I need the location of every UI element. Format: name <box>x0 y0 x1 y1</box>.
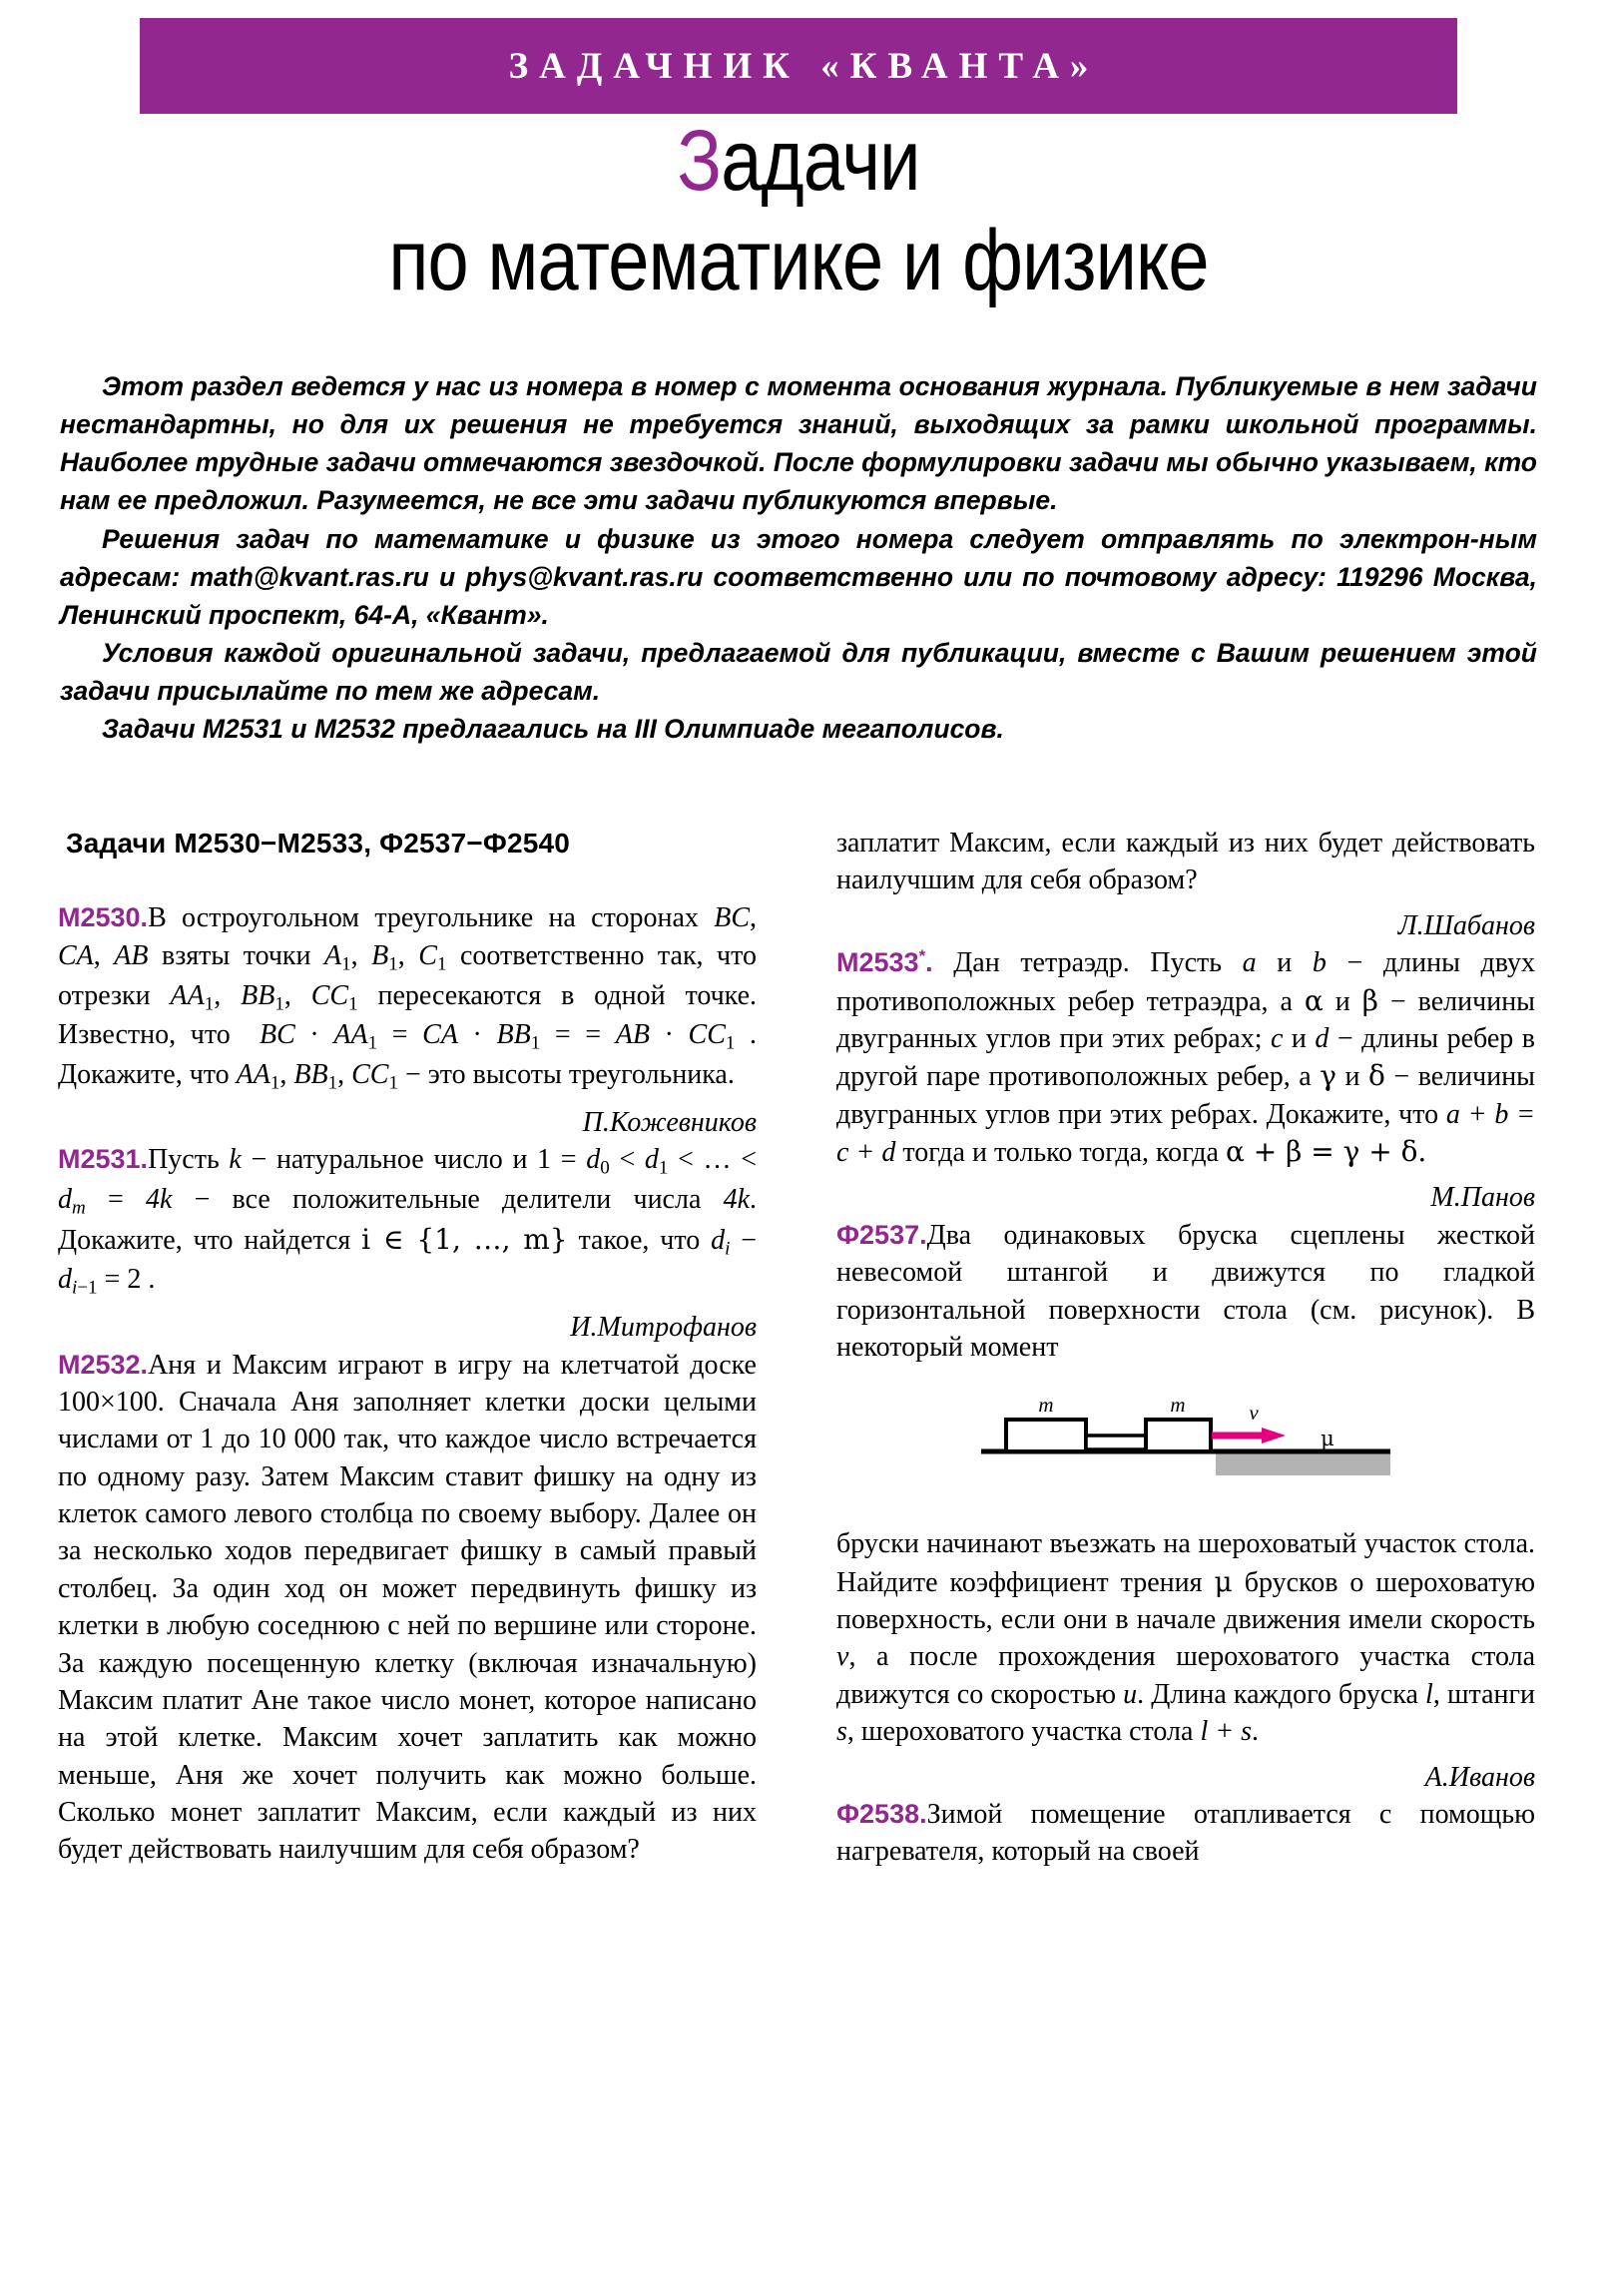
m2531-var-k: k <box>229 1144 242 1176</box>
m2531-set-expr: i ∈ {1, …, m} <box>361 1222 568 1256</box>
m2530-alt-bb1: BB1 <box>293 1059 338 1094</box>
m2533-var-beta: β <box>1361 983 1378 1017</box>
label-velocity: v <box>1249 1401 1259 1426</box>
m2531-dim1: $d_i-1$ <box>58 1264 98 1299</box>
f2537-text-4: , а после прохождения шероховатого участка стола движутся со скоростью <box>836 1641 1535 1710</box>
author-m2530: П.Кожевников <box>582 1106 757 1138</box>
m2531-4k-2: 4k <box>723 1183 751 1215</box>
f2537-text-3: брусков о шероховатую поверхность, если они в начале движения имели скорость <box>836 1566 1535 1635</box>
m2531-text-2: − натуральное число и <box>241 1144 528 1176</box>
m2533-and-4: и <box>1335 1061 1368 1093</box>
m2533-text-5: − величины двугранных углов при этих ребрах. Докажите, что <box>836 1061 1535 1130</box>
m2530-point-b1: B1 <box>371 939 398 975</box>
m2533-and-1: и <box>1256 947 1313 979</box>
m2533-var-alpha: α <box>1304 983 1324 1017</box>
problem-number-f2537: Ф2537. <box>836 1219 927 1250</box>
left-column <box>58 825 757 1877</box>
m2532-text: Аня и Максим играют в игру на клетчатой доске 100×100. Сначала Аня заполняет клетки доски целыми числами от 1 до 10 000 так, что каждое число встречается по одному разу. Затем Максим ставит фишку на одну из клеток самого левого столбца по своему выбору. Далее он за несколько ходов передвигает фишку в самый правый столбец. За один ход он может передвинуть фишку из клетки в любую соседнюю с ней по вершине или стороне. За каждую посещенную клетку (включая изначальную) Максим платит Ане такое число монет, которое написано на этой клетке. Максим хочет заплатить как можно меньше, Аня же хочет получить как можно больше. Сколько монет заплатит Максим, если каждый из них будет действовать наилучшим для себя образом? <box>58 1349 757 1866</box>
masthead-banner <box>140 18 1457 114</box>
m2533-text-4: − длины ребер в другой паре противоположных ребер, а <box>836 1022 1536 1093</box>
intro-block <box>60 367 1537 749</box>
left-block <box>1006 1420 1086 1451</box>
m2530-formula-3: CA <box>422 1019 458 1051</box>
velocity-arrow-head <box>1262 1428 1286 1443</box>
m2530-text-2: , <box>750 902 757 934</box>
label-mass-right: m <box>1170 1393 1186 1418</box>
m2531-d1: d1 <box>644 1144 669 1179</box>
m2531-text-4: . Докажите, что найдется <box>58 1183 758 1256</box>
m2530-seg-cc1: CC1 <box>310 979 358 1014</box>
title-drop-cap: З <box>677 113 722 209</box>
m2530-text-1: В остроугольном треугольнике на сторонах <box>148 902 715 934</box>
m2533-text-2: − длины двух противоположных ребер тетраэдра, а <box>836 947 1535 1017</box>
m2530-alt-aa1: AA1 <box>236 1059 280 1094</box>
page-title-line-1 <box>112 113 1485 209</box>
m2533-and-3: и <box>1283 1022 1316 1054</box>
m2530-seg-ab: AB <box>114 939 149 971</box>
m2533-and-2: и <box>1323 985 1362 1017</box>
m2533-text-3: − величины двугранных углов при этих ребрах; <box>836 985 1535 1054</box>
m2531-text-3: − все положительные делители числа <box>172 1183 724 1215</box>
m2530-seg-bc: BC <box>714 902 750 934</box>
problem-number-f2538: Ф2538. <box>836 1798 927 1829</box>
m2531-d0: d0 <box>586 1144 610 1179</box>
f2537-var-mu: μ <box>1214 1564 1233 1598</box>
right-column <box>836 825 1535 1879</box>
problem-m2533 <box>836 944 1535 1171</box>
f2537-text-8: . <box>1252 1716 1260 1748</box>
connecting-rod <box>1086 1435 1146 1449</box>
f2537-var-s: s <box>836 1716 847 1748</box>
label-friction-coefficient: μ <box>1321 1427 1334 1451</box>
m2530-point-a1: A1 <box>324 939 351 975</box>
m2533-text-6: тогда и только тогда, когда <box>895 1137 1226 1168</box>
m2531-text-5: такое, что <box>567 1224 701 1256</box>
m2530-seg-bb1: BB1 <box>241 979 284 1014</box>
m2533-star: * <box>918 946 926 966</box>
m2533-num: M2533 <box>836 947 919 978</box>
problem-number-m2532: M2532. <box>58 1349 149 1380</box>
f2537-text-2: бруски начинают въезжать на шероховатый участок стола. Найдите коэффициент трения <box>836 1528 1535 1598</box>
m2531-text-1: Пусть <box>148 1144 230 1176</box>
problem-m2531: M2531.Пусть k − натуральное число и 1 = d0 < d1 < … < $d_m = 4k$ − все положительные делители числа 4k. Докажите, что найдется i ∈ {1, …, m} такое, что $d_i - d_i-1 = 2$ . <box>58 1144 758 1299</box>
f2537-text-7: , шероховатого участка стола <box>846 1716 1201 1748</box>
m2530-text-3: , <box>93 939 115 971</box>
problem-m2532 <box>58 1347 757 1869</box>
m2530-text-7: Докажите, что <box>58 1059 237 1090</box>
m2533-var-delta: δ <box>1367 1059 1385 1093</box>
intro-paragraph-3: Условия каждой оригинальной задачи, предлагаемой для публикации, вместе с Вашим решением этой задачи присылайте по тем же адресам. <box>60 638 1537 707</box>
intro-paragraph-1: Этот раздел ведется у нас из номера в номер с момента основания журнала. Публикуемые в нем задачи нестандартны, но для их решения не требуется знаний, выходящих за рамки школьной программы. Наиболее трудные задачи отмечаются звездочкой. После формулировки задачи мы обычно указываем, кто нам ее предложил. Разумеется, не все эти задачи публикуются впервые. <box>60 371 1537 516</box>
m2530-alt-cc1: CC1 <box>351 1059 398 1094</box>
f2537-var-u: u <box>1123 1678 1138 1710</box>
m2530-seg-aa1: AA1 <box>170 979 215 1014</box>
problem-f2538 <box>836 1796 1535 1871</box>
m2530-text-4: взяты точки <box>148 939 325 971</box>
author-f2537: А.Иванов <box>1424 1761 1535 1793</box>
right-block <box>1146 1420 1211 1451</box>
m2533-eq-1: a + b = c + d <box>836 1098 1535 1168</box>
m2530-text-8: − это высоты треугольника. <box>398 1059 735 1090</box>
physics-figure-f2537 <box>836 1390 1535 1499</box>
m2530-formula-6: CC1 <box>688 1019 736 1054</box>
m2530-formula-1: BC <box>259 1019 295 1051</box>
m2532-continued-text: заплатит Максим, если каждый из них будет действовать наилучшим для себя образом? <box>836 828 1535 896</box>
problem-m2530: M2530.В остроугольном треугольнике на сторонах BC, CA, AB взяты точки A1, B1, C1 соответственно так, что отрезки AA1, BB1, CC1 пересекаются в одной точке. Известно, что BC · AA1 = CA · BB1 = = AB · CC1 . Докажите, что AA1, BB1, CC1 − это высоты треугольника. <box>58 902 758 1094</box>
author-m2532: Л.Шабанов <box>1397 909 1535 941</box>
problem-m2532-continued <box>836 825 1535 899</box>
m2530-point-c1: C1 <box>418 939 447 975</box>
f2538-text: Зимой помещение отапливается с помощью нагревателя, который на своей <box>836 1798 1535 1868</box>
title-line-1-rest: адачи <box>721 113 920 209</box>
author-m2531: И.Митрофанов <box>570 1312 757 1344</box>
rough-patch-rect <box>1216 1453 1390 1475</box>
problem-f2537-continued <box>836 1525 1535 1750</box>
m2533-var-a: a <box>1242 947 1257 979</box>
blocks-on-table-diagram <box>976 1390 1395 1499</box>
intro-paragraph-4: Задачи М2531 и М2532 предлагались на III Олимпиаде мегаполисов. <box>102 714 1004 745</box>
masthead-title: ЗАДАЧНИК «КВАНТА» <box>508 45 1100 87</box>
m2533-var-gamma: γ <box>1320 1059 1336 1093</box>
m2533-var-c: c <box>1270 1022 1284 1054</box>
problem-f2537 <box>836 1217 1535 1367</box>
intro-paragraph-2: Решения задач по математике и физике из этого номера следует отправлять по электрон-ным адресам: math@kvant.ras.ru и phys@kvant.ras.ru соответственно или по почтовому адресу: 119296 Москва, Ленинский проспект, 64-А, «Квант». <box>60 523 1537 630</box>
m2533-text-1: Дан тетраэдр. Пусть <box>953 947 1243 979</box>
f2537-text-1: Два одинаковых бруска сцеплены жесткой невесомой штангой и движутся по гладкой горизонтальной поверхности стола (см. рисунок). В некоторый момент <box>836 1219 1535 1363</box>
m2533-var-b: b <box>1312 947 1327 979</box>
m2533-var-d: d <box>1315 1022 1330 1054</box>
label-mass-left: m <box>1038 1393 1054 1418</box>
m2530-formula-5: AB <box>615 1019 650 1051</box>
m2530-text-6: пересекаются в одной точке. Известно, что <box>58 979 758 1051</box>
f2537-text-6: , штанги <box>1432 1678 1535 1710</box>
page-title <box>0 113 1597 308</box>
m2530-text-5: соответственно так, что отрезки <box>58 939 757 1011</box>
f2537-var-v: v <box>836 1641 849 1673</box>
f2537-expr-ls: l + s <box>1200 1716 1253 1748</box>
section-heading: Задачи М2530−М2533, Ф2537−Ф2540 <box>66 828 571 859</box>
m2531-dm: $d_m$ <box>58 1183 86 1219</box>
page-title-line-2: по математике и физике <box>388 213 1209 308</box>
author-m2533: М.Панов <box>1430 1182 1535 1214</box>
m2530-formula-2: AA1 <box>333 1019 378 1054</box>
f2537-var-l: l <box>1425 1678 1433 1710</box>
m2533-eq-2: α + β = γ + δ. <box>1225 1135 1427 1168</box>
m2530-formula-4: BB1 <box>496 1019 541 1054</box>
m2533-dot: . <box>925 947 933 978</box>
problem-number-m2530: M2530. <box>58 902 149 933</box>
m2530-seg-ca: CA <box>58 939 94 971</box>
problem-number-m2531: M2531. <box>58 1144 149 1175</box>
f2537-text-5: . Длина каждого бруска <box>1137 1678 1426 1710</box>
m2531-4k: 4k <box>145 1183 173 1215</box>
m2531-di: $d_i$ <box>711 1224 731 1259</box>
problem-number-m2533 <box>836 947 933 977</box>
